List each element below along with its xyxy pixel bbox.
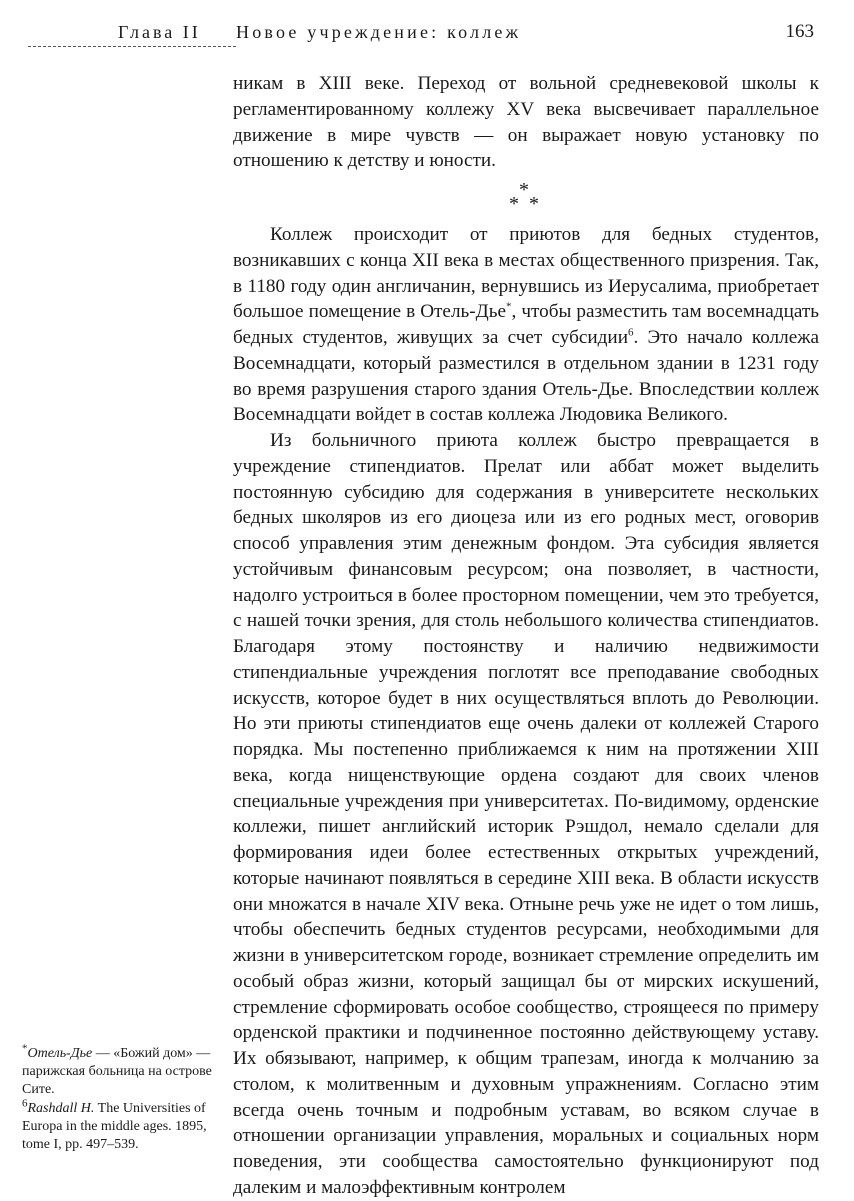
footnote-text: The Universities of Europa in the middle ages. 1895, tome I, pp. 497–539. [22, 1100, 207, 1153]
footnote-ref-6[interactable]: 6 [627, 326, 634, 339]
footnotes [22, 1042, 212, 1154]
footnote-term: Отель-Дье [27, 1046, 93, 1061]
footnote-author: Rashdall H. [27, 1100, 95, 1116]
running-title: Новое учреждение: коллеж [236, 22, 522, 42]
asterism-star-top: * [519, 179, 529, 201]
footnote-text: — «Божий дом» — парижская больница на острове Сите. [22, 1046, 212, 1098]
paragraph-scholarship-institutions: Из больничного приюта коллеж быстро превращается в учреждение стипендиатов. Прелат или аббат может выделить постоянную субсидию для содержания в университете нескольких бедных школяров из его диоцеза или из его родных мест, оговорив способ управления этим денежным фондом. Эта субсидия является устойчивым финансовым ресурсом; она позволяет, в частности, надолго устроиться в более просторном помещении, чем это требуется, с нашей точки зрения, для столь небольшого количества стипендиатов. Благодаря этому постоянству и наличию недвижимости стипендиальные учреждения поглотят все преподавание свободных искусств, которое будет в них осуществляться вплоть до Революции. Но эти приюты стипендиатов еще очень далеки от коллежей Старого порядка. Мы постепенно приближаемся к ним на протяжении XIII века, когда нищенствующие ордена создают для своих членов специальные учреждения при университетах. По-видимому, орденские коллежи, пишет английский историк Рэшдол, немало сделали для формирования идеи более естественных открытых учреждений, которые начинают появляться в середине XIII века. В области искусств они множатся в начале XIV века. Отныне речь уже не идет о том лишь, чтобы обеспечить бедных студентов ресурсами, необходимыми для жизни в университетском городе, возникает стремление определить им особый образ жизни, который защищал бы от мирских искушений, стремление сформировать особое сообщество, строящееся по примеру орденской практики и подчиненное постоянно действующему уставу. Их обязывают, например, к общим трапезам, иногда к молчанию за столом, к молитвенным и духовным упражнениям. Согласно этим всегда очень точным и подробным уставам, во всяком случае в отношении организации управления, моральных и социальных норм поведения, эти сообщества самостоятельно функционируют под далеким и малоэффективным контролем [233, 430, 819, 1198]
footnote-hotel-dieu [22, 1042, 212, 1100]
paragraph-text: , чтобы разместить там восемнадцать бедных студентов, живущих за счет субсидии [233, 301, 819, 348]
footnote-mark: 6 [22, 1096, 28, 1109]
main-text [233, 71, 819, 1201]
paragraph-text: . Это начало коллежа Восемнадцати, который разместился в отдельном здании в 1231 году во время разрушения старого здания Отель-Дье. Впоследствии коллеж Восемнадцати войдет в состав коллежа Людовика Великого. [233, 327, 820, 426]
page-number: 163 [785, 21, 814, 42]
footnote-ref-star[interactable]: * [506, 300, 512, 313]
section-asterism [233, 174, 819, 222]
paragraph-continuation: никам в XIII веке. Переход от вольной средневековой школы к регламентированному коллежу XV века высвечивает параллельное движение в мире чувств — он выражает новую установку по отношению к детству и юности. [233, 73, 819, 172]
footnote-mark: * [22, 1042, 28, 1055]
footnote-rashdall [22, 1096, 212, 1155]
asterism-star-left: * [509, 193, 519, 215]
header-rule [28, 46, 236, 47]
asterism-star-right: * [529, 193, 539, 215]
chapter-label: Глава II [118, 22, 201, 42]
paragraph-text: Коллеж происходит от приютов для бедных студентов, возникавших с конца XII века в местах общественного призрения. Так, в 1180 году один англичанин, вернувшись из Иерусалима, приобретает большое помещение в Отель-Дье [233, 224, 819, 323]
paragraph-college-origin [233, 222, 819, 428]
